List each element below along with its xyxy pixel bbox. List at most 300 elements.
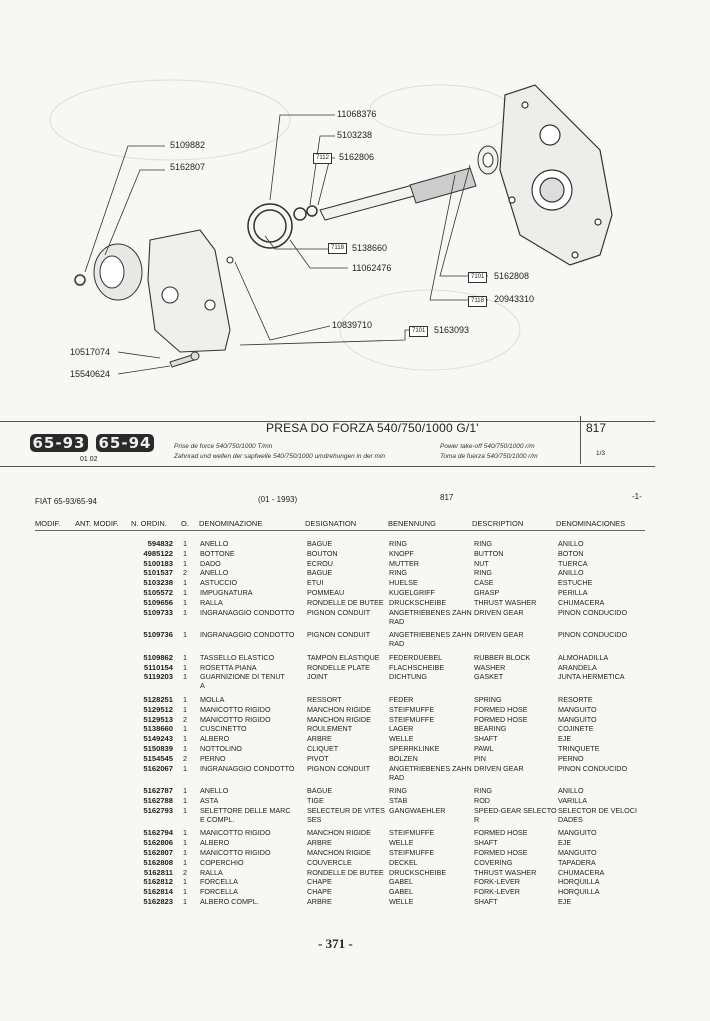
part-code: 5105572: [143, 588, 173, 597]
part-name-de: GABEL: [389, 887, 413, 897]
table-row: [0, 734, 710, 744]
part-name-es: PERILLA: [558, 588, 588, 597]
part-name-en: DRIVEN GEAR: [474, 630, 524, 640]
part-name-fr: MANCHON RIGIDE: [307, 848, 371, 857]
part-name-es: ALMOHADILLA: [558, 652, 609, 662]
label-5163093: 5163093: [434, 325, 470, 335]
table-row: [0, 786, 710, 796]
part-name-en: FORMED HOSE: [474, 704, 528, 714]
part-name-it: MANICOTTO RIGIDO: [200, 848, 271, 857]
label-5138660: 5138660: [352, 243, 388, 253]
part-name-en: GASKET: [474, 672, 504, 682]
part-name-fr: CHAPE: [307, 877, 332, 887]
part-name-es: PINON CONDUCIDO: [558, 763, 628, 773]
table-row: [0, 588, 710, 598]
part-name-it: ANELLO: [200, 539, 229, 548]
page-number: - 371 -: [318, 936, 353, 951]
part-name-es: MANGUITO: [558, 848, 597, 857]
part-name-it: SELETTORE DELLE MARC: [200, 805, 291, 815]
label-20943310: 20943310: [494, 294, 535, 304]
table-row: [0, 715, 710, 725]
part-name-fr: BAGUE: [307, 786, 333, 796]
part-name-es: MANGUITO: [558, 704, 597, 714]
part-code: 5109862: [143, 652, 173, 662]
subtitle-en: Power take-off 540/750/1000 r/m: [440, 443, 535, 450]
part-name-fr: CHAPE: [307, 887, 332, 897]
label-11068376: 11068376: [337, 109, 377, 119]
part-code: 5162811: [143, 867, 173, 877]
part-name-fr: RONDELLE DE BUTEE: [307, 597, 384, 607]
part-name-it: ALBERO: [200, 734, 230, 744]
part-name-de: STEIFMUFFE: [389, 704, 435, 714]
label-5162807: 5162807: [170, 162, 206, 172]
part-code: 4985122: [143, 548, 173, 558]
table-row: [0, 653, 710, 663]
part-name-it: MANICOTTO RIGIDO: [200, 714, 271, 724]
part-name-en: DRIVEN GEAR: [474, 763, 524, 773]
part-name-es: EJE: [558, 734, 572, 744]
part-name-es: MANGUITO: [558, 828, 597, 838]
table-row: [0, 897, 710, 907]
part-name-de: RING: [389, 539, 407, 548]
part-code: 5128251: [143, 695, 173, 704]
subtitle-de: Zahnrad und wellen der sapfwelle 540/750/1000 umdrehungen in der min: [174, 453, 386, 460]
part-name-it: ALBERO COMPL.: [200, 897, 259, 906]
part-name-de-cont: RAD: [389, 616, 405, 626]
part-name-de: DRUCKSCHEIBE: [389, 867, 447, 877]
part-name-en: RING: [474, 786, 492, 796]
part-name-de: BOLZEN: [389, 753, 418, 763]
table-row: [0, 539, 710, 549]
part-name-en: ROD: [474, 796, 490, 805]
part-qty: 1: [183, 805, 187, 815]
part-name-fr: POMMEAU: [307, 588, 345, 597]
table-row: [0, 848, 710, 858]
part-name-it: INGRANAGGIO CONDOTTO: [200, 607, 295, 617]
part-name-fr-cont: SES: [307, 814, 322, 824]
part-qty: 1: [183, 877, 187, 887]
part-name-fr: MANCHON RIGIDE: [307, 704, 371, 714]
table-row: [0, 858, 710, 868]
ref-7118-a: 7118: [328, 243, 347, 254]
part-name-es: BOTON: [558, 548, 584, 558]
part-qty: 1: [183, 734, 187, 744]
part-qty: 1: [183, 630, 187, 640]
part-name-de: STEIFMUFFE: [389, 828, 435, 838]
part-name-en: RING: [474, 568, 492, 578]
part-name-it: TASSELLO ELASTICO: [200, 652, 275, 662]
part-name-en: SHAFT: [474, 838, 498, 848]
part-name-it: MANICOTTO RIGIDO: [200, 704, 271, 714]
part-name-de-cont: RAD: [389, 639, 405, 649]
table-row: [0, 754, 710, 764]
part-qty: 1: [183, 578, 187, 588]
part-code: 5162806: [143, 838, 173, 848]
part-name-de: STEIFMUFFE: [389, 714, 435, 724]
table-row: [0, 598, 710, 608]
part-name-de: DICHTUNG: [389, 672, 427, 682]
part-name-fr: TAMPON ELASTIQUE: [307, 652, 380, 662]
part-name-en: THRUST WASHER: [474, 597, 537, 607]
part-code: 5110154: [143, 662, 173, 672]
housing-plate: [148, 230, 233, 352]
table-row: [0, 672, 710, 691]
part-name-en: COVERING: [474, 857, 513, 867]
part-name-it-cont: A: [200, 681, 205, 691]
part-qty: 1: [183, 796, 187, 805]
part-name-de: SPERRKLINKE: [389, 744, 440, 753]
part-name-es: TUERCA: [558, 558, 588, 568]
part-name-fr: COUVERCLE: [307, 857, 352, 867]
part-name-it: RALLA: [200, 867, 223, 877]
part-qty: 1: [183, 838, 187, 848]
part-name-es: TAPADERA: [558, 857, 596, 867]
driven-gear: [94, 244, 142, 300]
label-5109882: 5109882: [170, 140, 206, 150]
part-qty: 1: [183, 828, 187, 838]
part-name-en: CASE: [474, 578, 494, 588]
part-name-fr: TIGE: [307, 796, 324, 805]
part-name-it: ANELLO: [200, 786, 229, 796]
table-row: [0, 805, 710, 824]
col-denominaciones: DENOMINACIONES: [556, 519, 626, 528]
part-name-de: HUELSE: [389, 578, 418, 588]
part-name-en: PIN: [474, 753, 486, 763]
part-name-de: ANGETRIEBENES ZAHN: [389, 607, 472, 617]
col-n-ordin: N. ORDIN.: [131, 519, 167, 528]
table-row: [0, 663, 710, 673]
part-qty: 1: [183, 672, 187, 682]
part-code: 5162812: [143, 877, 173, 887]
part-name-it: COPERCHIO: [200, 857, 244, 867]
part-name-it: BOTTONE: [200, 548, 235, 558]
part-name-de: DRUCKSCHEIBE: [389, 597, 447, 607]
part-name-fr: MANCHON RIGIDE: [307, 714, 371, 724]
part-name-es: PINON CONDUCIDO: [558, 607, 628, 617]
part-name-it: GUARNIZIONE DI TENUT: [200, 672, 285, 682]
part-name-de: STEIFMUFFE: [389, 848, 435, 857]
part-qty: 1: [183, 786, 187, 796]
label-5162808: 5162808: [494, 271, 530, 281]
part-qty: 1: [183, 607, 187, 617]
part-name-fr: RESSORT: [307, 695, 342, 704]
table-row: [0, 868, 710, 878]
part-name-fr: SELECTEUR DE VITES: [307, 805, 385, 815]
part-qty: 1: [183, 887, 187, 897]
part-name-fr: ECROU: [307, 558, 333, 568]
part-qty: 1: [183, 857, 187, 867]
part-code: 5162814: [143, 887, 173, 897]
part-name-de: FLACHSCHEIBE: [389, 662, 445, 672]
part-name-es: TRINQUETE: [558, 744, 600, 753]
part-code: 5162793: [143, 805, 173, 815]
part-name-fr: CLIQUET: [307, 744, 339, 753]
part-qty: 2: [183, 867, 187, 877]
part-name-en: WASHER: [474, 662, 506, 672]
page-title: PRESA DO FORZA 540/750/1000 G/1': [266, 421, 479, 435]
part-name-fr: MANCHON RIGIDE: [307, 828, 371, 838]
part-name-it: ANELLO: [200, 568, 229, 578]
part-name-fr: PIGNON CONDUIT: [307, 763, 371, 773]
part-name-de: KNOPF: [389, 548, 414, 558]
part-name-it: FORCELLA: [200, 877, 238, 887]
part-name-it-cont: E COMPL.: [200, 814, 235, 824]
part-name-en: NUT: [474, 558, 489, 568]
col-description: DESCRIPTION: [472, 519, 524, 528]
meta-date: (01 - 1993): [258, 495, 298, 504]
part-name-fr: ETUI: [307, 578, 324, 588]
part-code: 5162823: [143, 897, 173, 906]
ref-7112: 7112: [313, 153, 332, 164]
part-qty: 1: [183, 704, 187, 714]
part-qty: 1: [183, 548, 187, 558]
part-qty: 1: [183, 539, 187, 548]
part-name-it: NOTTOLINO: [200, 744, 242, 753]
part-qty: 1: [183, 897, 187, 906]
part-name-it: CUSCINETTO: [200, 724, 247, 734]
part-name-es-cont: DADES: [558, 814, 583, 824]
part-code: 5150839: [143, 744, 173, 753]
part-name-es: MANGUITO: [558, 714, 597, 724]
part-name-es: ARANDELA: [558, 662, 597, 672]
label-10839710: 10839710: [332, 320, 373, 330]
part-name-it: PERNO: [200, 753, 226, 763]
col-designation: DESIGNATION: [305, 519, 357, 528]
label-5162806: 5162806: [339, 152, 375, 162]
part-name-es: EJE: [558, 838, 572, 848]
part-name-en: DRIVEN GEAR: [474, 607, 524, 617]
part-code: 5149243: [143, 734, 173, 744]
part-name-en: GRASP: [474, 588, 500, 597]
col-modif: MODIF.: [35, 519, 61, 528]
part-name-fr: BAGUE: [307, 539, 333, 548]
table-row: [0, 578, 710, 588]
table-row: [0, 568, 710, 578]
part-name-en: SHAFT: [474, 734, 498, 744]
table-row: [0, 838, 710, 848]
part-code: 5162794: [143, 828, 173, 838]
part-qty: 2: [183, 714, 187, 724]
part-code: 5162787: [143, 786, 173, 796]
part-name-es: VARILLA: [558, 796, 588, 805]
part-code: 5129512: [143, 704, 173, 714]
part-name-fr: JOINT: [307, 672, 328, 682]
part-code: 5109736: [143, 630, 173, 640]
part-name-en: SPRING: [474, 695, 502, 704]
part-name-it: FORCELLA: [200, 887, 238, 897]
part-name-de: KUGELGRIFF: [389, 588, 435, 597]
table-row: [0, 630, 710, 649]
table-row: [0, 763, 710, 782]
part-name-it: DADO: [200, 558, 221, 568]
part-name-fr: PIGNON CONDUIT: [307, 630, 371, 640]
part-name-de: GABEL: [389, 877, 413, 887]
part-name-de: WELLE: [389, 897, 414, 906]
part-name-de: WELLE: [389, 734, 414, 744]
part-qty: 1: [183, 848, 187, 857]
subtitle-fr: Prise de force 540/750/1000 T/mn: [174, 443, 273, 450]
part-name-de: LAGER: [389, 724, 414, 734]
part-name-it: INGRANAGGIO CONDOTTO: [200, 630, 295, 640]
table-row: [0, 559, 710, 569]
model-badge-2: 65-94: [96, 434, 154, 452]
part-name-en: FORMED HOSE: [474, 848, 528, 857]
part-qty: 1: [183, 588, 187, 597]
part-name-es: HORQUILLA: [558, 887, 600, 897]
part-qty: 1: [183, 652, 187, 662]
part-name-en-cont: R: [474, 814, 480, 824]
part-code: 5109656: [143, 597, 173, 607]
part-name-fr: ARBRE: [307, 838, 332, 848]
part-name-en: FORK-LEVER: [474, 887, 520, 897]
part-code: 5119203: [143, 672, 173, 682]
part-qty: 1: [183, 558, 187, 568]
part-code: 5138660: [143, 724, 173, 734]
col-ant-modif: ANT. MODIF.: [75, 519, 119, 528]
part-code: 5129513: [143, 714, 173, 724]
model-sub: 01 02: [80, 456, 98, 463]
meta-sheet: -1-: [632, 492, 642, 501]
part-name-es: ANILLO: [558, 568, 584, 578]
part-name-en: RUBBER BLOCK: [474, 652, 531, 662]
part-name-en: FORMED HOSE: [474, 828, 528, 838]
part-name-fr: ROULEMENT: [307, 724, 353, 734]
part-qty: 1: [183, 763, 187, 773]
part-name-en: THRUST WASHER: [474, 867, 537, 877]
label-5103238: 5103238: [337, 130, 373, 140]
part-name-de: WELLE: [389, 838, 414, 848]
part-code: 5162807: [143, 848, 173, 857]
part-name-de-cont: RAD: [389, 772, 405, 782]
part-name-it: ALBERO: [200, 838, 230, 848]
label-15540624: 15540624: [70, 369, 111, 379]
part-name-de: GANGWAEHLER: [389, 805, 446, 815]
table-row: [0, 695, 710, 705]
part-name-en: SHAFT: [474, 897, 498, 906]
part-name-de: MUTTER: [389, 558, 419, 568]
part-name-es: ANILLO: [558, 539, 584, 548]
part-name-it: RALLA: [200, 597, 223, 607]
part-name-en: PAWL: [474, 744, 494, 753]
part-name-it: ASTUCCIO: [200, 578, 238, 588]
label-11062476: 11062476: [352, 263, 392, 273]
part-name-fr: RONDELLE DE BUTEE: [307, 867, 384, 877]
part-name-en: BEARING: [474, 724, 507, 734]
table-row: [0, 796, 710, 806]
part-code: 5109733: [143, 607, 173, 617]
ref-7101-a: 7101: [468, 272, 487, 283]
part-name-es: CHUMACERA: [558, 867, 605, 877]
col-qty: O.: [181, 519, 189, 528]
part-name-es: ANILLO: [558, 786, 584, 796]
housing-cover: [500, 85, 612, 265]
part-code: 5101537: [143, 568, 173, 578]
part-name-es: PERNO: [558, 753, 584, 763]
part-qty: 1: [183, 695, 187, 704]
part-code: 5162808: [143, 857, 173, 867]
col-benennung: BENENNUNG: [388, 519, 436, 528]
part-name-en: FORMED HOSE: [474, 714, 528, 724]
group-number: 817: [586, 421, 607, 435]
part-name-it: IMPUGNATURA: [200, 588, 253, 597]
meta-group: 817: [440, 493, 454, 502]
part-name-de: STAB: [389, 796, 408, 805]
part-code: 5103238: [143, 578, 173, 588]
part-name-fr: BAGUE: [307, 568, 333, 578]
part-qty: 2: [183, 753, 187, 763]
part-name-de: DECKEL: [389, 857, 418, 867]
meta-model: FIAT 65-93/65-94: [35, 497, 97, 506]
part-qty: 2: [183, 568, 187, 578]
part-name-es: SELECTOR DE VELOCI: [558, 805, 637, 815]
table-row: [0, 877, 710, 887]
part-name-fr: ARBRE: [307, 734, 332, 744]
model-badges: [30, 434, 158, 454]
part-name-it: ROSETTA PIANA: [200, 662, 257, 672]
part-name-es: COJINETE: [558, 724, 594, 734]
col-denominazione: DENOMINAZIONE: [199, 519, 263, 528]
header-rule-bottom: [0, 466, 655, 467]
part-name-es: PINON CONDUCIDO: [558, 630, 628, 640]
label-10517074: 10517074: [70, 347, 111, 357]
part-name-de: RING: [389, 786, 407, 796]
ref-7118-b: 7118: [468, 296, 487, 307]
part-name-fr: BOUTON: [307, 548, 338, 558]
table-row: [0, 724, 710, 734]
part-name-fr: PIGNON CONDUIT: [307, 607, 371, 617]
part-name-en: BUTTON: [474, 548, 504, 558]
part-name-it: MANICOTTO RIGIDO: [200, 828, 271, 838]
part-name-fr: RONDELLE PLATE: [307, 662, 370, 672]
part-name-de: FEDER: [389, 695, 414, 704]
part-name-de: FEDERDUEBEL: [389, 652, 443, 662]
part-name-it: ASTA: [200, 796, 219, 805]
part-name-de: ANGETRIEBENES ZAHN: [389, 630, 472, 640]
part-name-it: MOLLA: [200, 695, 225, 704]
ref-7101-b: 7101: [409, 326, 428, 337]
group-sheet: 1/3: [596, 450, 606, 457]
part-name-en: SPEED-GEAR SELECTO: [474, 805, 557, 815]
part-name-fr: ARBRE: [307, 897, 332, 906]
part-name-fr: PIVOT: [307, 753, 329, 763]
part-qty: 1: [183, 597, 187, 607]
part-name-it: INGRANAGGIO CONDOTTO: [200, 763, 295, 773]
part-name-de: ANGETRIEBENES ZAHN: [389, 763, 472, 773]
part-code: 5162067: [143, 763, 173, 773]
part-name-es: EJE: [558, 897, 572, 906]
part-name-es: CHUMACERA: [558, 597, 605, 607]
table-row: [0, 549, 710, 559]
column-header-rule: [35, 530, 645, 531]
part-qty: 1: [183, 744, 187, 753]
exploded-parts-diagram: [0, 0, 710, 400]
part-name-en: FORK-LEVER: [474, 877, 520, 887]
table-row: [0, 828, 710, 838]
part-name-de: RING: [389, 568, 407, 578]
part-name-es: JUNTA HERMETICA: [558, 672, 625, 682]
part-code: 594832: [147, 539, 173, 548]
part-qty: 1: [183, 724, 187, 734]
part-name-en: RING: [474, 539, 492, 548]
subtitle-es: Toma de fuerza 540/750/1000 r/m: [440, 453, 538, 460]
table-row: [0, 744, 710, 754]
part-name-es: ESTUCHE: [558, 578, 593, 588]
part-code: 5154545: [143, 753, 173, 763]
model-badge-1: 65-93: [30, 434, 88, 452]
part-code: 5162788: [143, 796, 173, 805]
part-code: 5100183: [143, 558, 173, 568]
table-row: [0, 705, 710, 715]
